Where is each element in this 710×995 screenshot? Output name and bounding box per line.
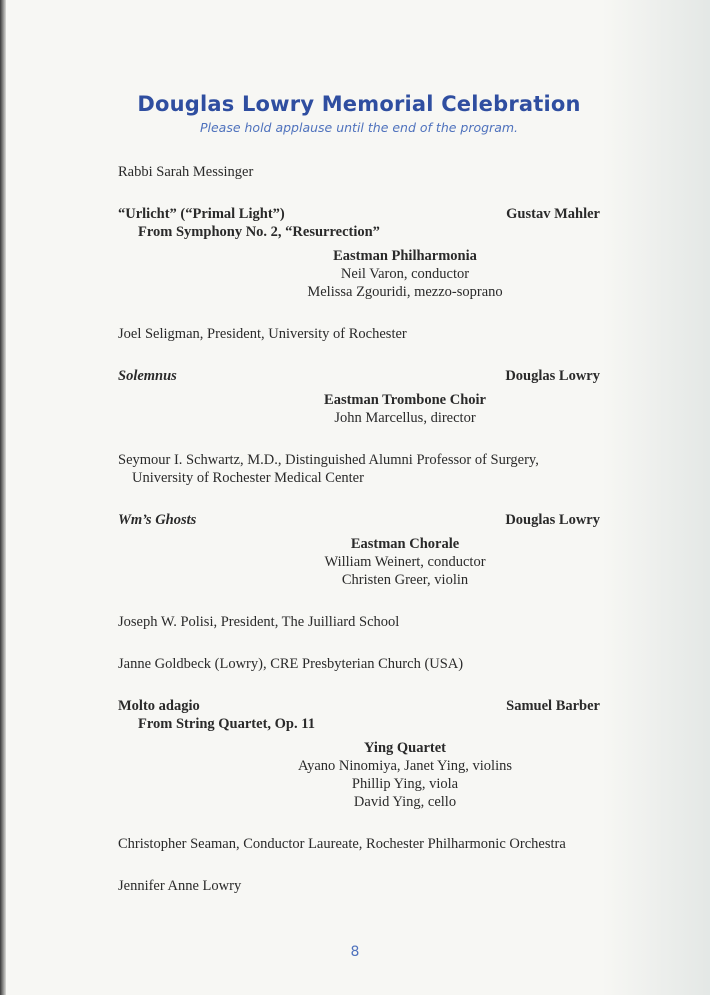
piece-4-header (118, 697, 600, 715)
piece-1-header (118, 205, 600, 223)
page-title: Douglas Lowry Memorial Celebration (137, 92, 581, 116)
piece-4-title: Molto adagio (118, 698, 200, 714)
piece-1-composer: Gustav Mahler (506, 206, 600, 222)
piece-1-ensemble: Eastman Philharmonia (333, 248, 477, 264)
piece-3 (118, 511, 600, 589)
speaker-1: Rabbi Sarah Messinger (118, 164, 254, 180)
piece-2-composer: Douglas Lowry (505, 368, 600, 384)
piece-4 (118, 697, 600, 811)
piece-4-ensemble: Ying Quartet (363, 740, 447, 756)
piece-1-subtitle: From Symphony No. 2, “Resurrection” (138, 224, 380, 240)
piece-2-performers (118, 391, 600, 427)
piece-4-composer: Samuel Barber (506, 698, 600, 714)
piece-3-header (118, 511, 600, 529)
performer-line: John Marcellus, director (334, 410, 476, 426)
piece-3-composer: Douglas Lowry (505, 512, 600, 528)
piece-3-title: Wm’s Ghosts (118, 512, 197, 528)
piece-4-subtitle: From String Quartet, Op. 11 (138, 716, 315, 732)
page-fold-shadow (602, 0, 710, 995)
piece-2-ensemble: Eastman Trombone Choir (324, 392, 486, 408)
applause-note: Please hold applause until the end of the program. (199, 120, 519, 135)
performer-line: Phillip Ying, viola (351, 776, 459, 792)
speaker-7: Jennifer Anne Lowry (118, 878, 242, 894)
performer-line: Ayano Ninomiya, Janet Ying, violins (297, 758, 512, 774)
piece-3-ensemble: Eastman Chorale (350, 536, 460, 552)
performer-line: Neil Varon, conductor (340, 266, 470, 282)
performer-line: Christen Greer, violin (341, 572, 469, 588)
piece-1-performers (118, 247, 600, 301)
performer-line: David Ying, cello (353, 794, 457, 810)
performer-line: William Weinert, conductor (324, 554, 486, 570)
piece-3-performers (118, 535, 600, 589)
speaker-4: Joseph W. Polisi, President, The Juilliard School (118, 614, 400, 630)
speaker-3: Seymour I. Schwartz, M.D., Distinguished Alumni Professor of Surgery, University of Rochester Medical Center (118, 452, 539, 486)
piece-2-header (118, 367, 600, 385)
piece-1-title: “Urlicht” (“Primal Light”) (118, 206, 285, 222)
performer-line: Melissa Zgouridi, mezzo-soprano (307, 284, 503, 300)
piece-1 (118, 205, 600, 301)
speaker-6: Christopher Seaman, Conductor Laureate, Rochester Philharmonic Orchestra (118, 836, 566, 852)
program-content (118, 92, 600, 919)
piece-2-title: Solemnus (118, 368, 177, 384)
page-number: 8 (350, 944, 360, 960)
speaker-2: Joel Seligman, President, University of Rochester (118, 326, 407, 342)
piece-2 (118, 367, 600, 427)
piece-4-performers (118, 739, 600, 811)
speaker-5: Janne Goldbeck (Lowry), CRE Presbyterian Church (USA) (118, 656, 464, 672)
